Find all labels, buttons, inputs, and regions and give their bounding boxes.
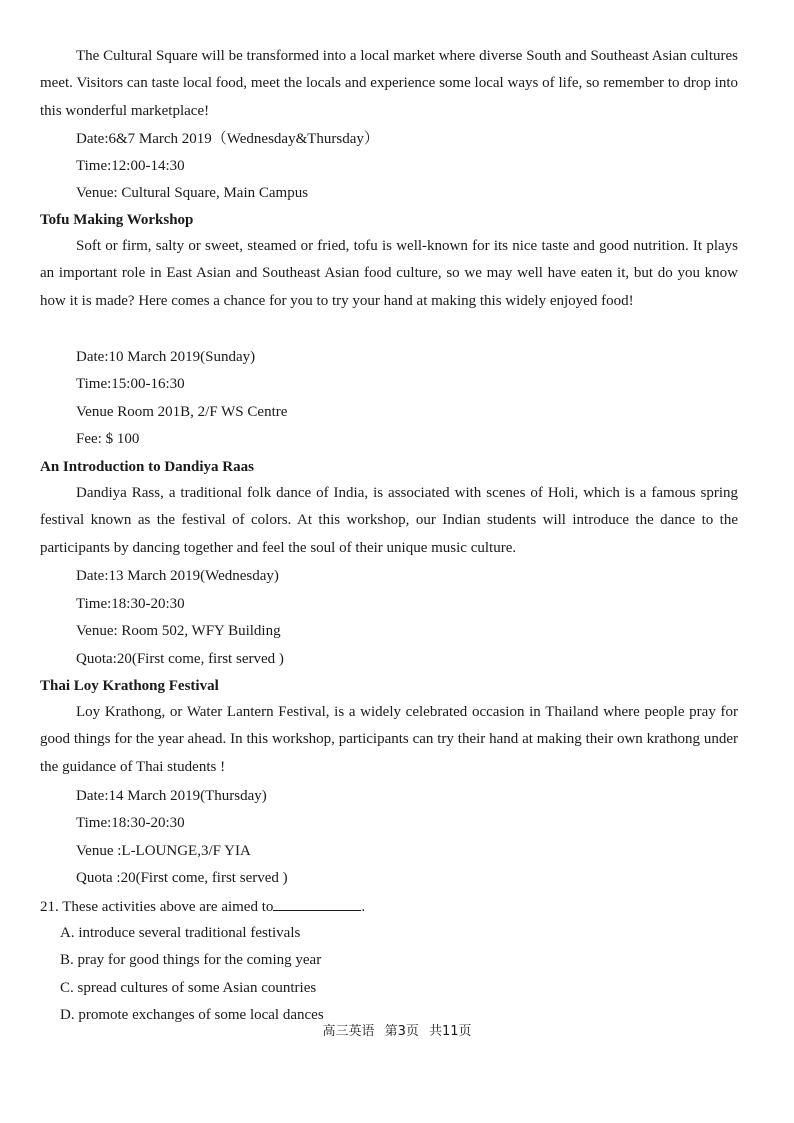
dandiya-venue: Venue: Room 502, WFY Building [76, 623, 281, 639]
dandiya-paragraph: Dandiya Rass, a traditional folk dance of India, is associated with scenes of Holi, which is a famous spring festival known as the festival of colors. At this workshop, our Indian students will introduce the dance to the participants by dancing together and feel the soul of their unique music culture. [40, 485, 738, 556]
thai-quota: Quota :20(First come, first served ) [76, 870, 288, 886]
dandiya-time: Time:18:30-20:30 [76, 596, 185, 612]
tofu-heading: Tofu Making Workshop [40, 212, 194, 228]
tofu-venue: Venue Room 201B, 2/F WS Centre [76, 404, 288, 420]
intro-paragraph: The Cultural Square will be transformed into a local market where diverse South and Southeast Asian cultures meet. Visitors can taste local food, meet the locals and experience some local ways of life, so remember to drop into this wonderful marketplace! [40, 48, 738, 119]
dandiya-heading: An Introduction to Dandiya Raas [40, 459, 254, 475]
intro-venue: Venue: Cultural Square, Main Campus [76, 185, 309, 201]
page-footer [0, 1022, 794, 1042]
intro-date: Date:6&7 March 2019（Wednesday&Thursday） [76, 131, 379, 147]
tofu-paragraph: Soft or firm, salty or sweet, steamed or fried, tofu is well-known for its nice taste and good nutrition. It plays an important role in East Asian and Southeast Asian food culture, so we may well have eaten it, but do you know how it is made? Here comes a chance for you to try your hand at making this widely enjoyed food! [40, 238, 738, 309]
dandiya-date: Date:13 March 2019(Wednesday) [76, 568, 279, 584]
thai-date: Date:14 March 2019(Thursday) [76, 788, 267, 804]
thai-time: Time:18:30-20:30 [76, 815, 185, 831]
thai-heading: Thai Loy Krathong Festival [40, 678, 219, 694]
tofu-fee: Fee: $ 100 [76, 431, 140, 447]
option-c: C. spread cultures of some Asian countries [60, 980, 317, 996]
question-text: 21. These activities above are aimed to [40, 899, 274, 915]
thai-paragraph: Loy Krathong, or Water Lantern Festival, is a widely celebrated occasion in Thailand where people pray for good things for the year ahead. In this workshop, participants can try their hand at making their own krathong under the guidance of Thai students ! [40, 704, 738, 775]
option-d: D. promote exchanges of some local dances [60, 1007, 324, 1023]
dandiya-quota: Quota:20(First come, first served ) [76, 651, 284, 667]
question-stem [40, 896, 365, 917]
tofu-time: Time:15:00-16:30 [76, 376, 185, 392]
intro-time: Time:12:00-14:30 [76, 158, 185, 174]
answer-blank[interactable] [273, 896, 361, 911]
footer-subject: 高三英语 [322, 1024, 375, 1039]
question-end: . [361, 899, 366, 915]
footer-page: 第3页 [384, 1024, 419, 1039]
option-b: B. pray for good things for the coming year [60, 952, 322, 968]
tofu-date: Date:10 March 2019(Sunday) [76, 349, 256, 365]
option-a: A. introduce several traditional festivals [60, 925, 301, 941]
footer-total: 共11页 [429, 1024, 472, 1039]
thai-venue: Venue :L-LOUNGE,3/F YIA [76, 843, 251, 859]
